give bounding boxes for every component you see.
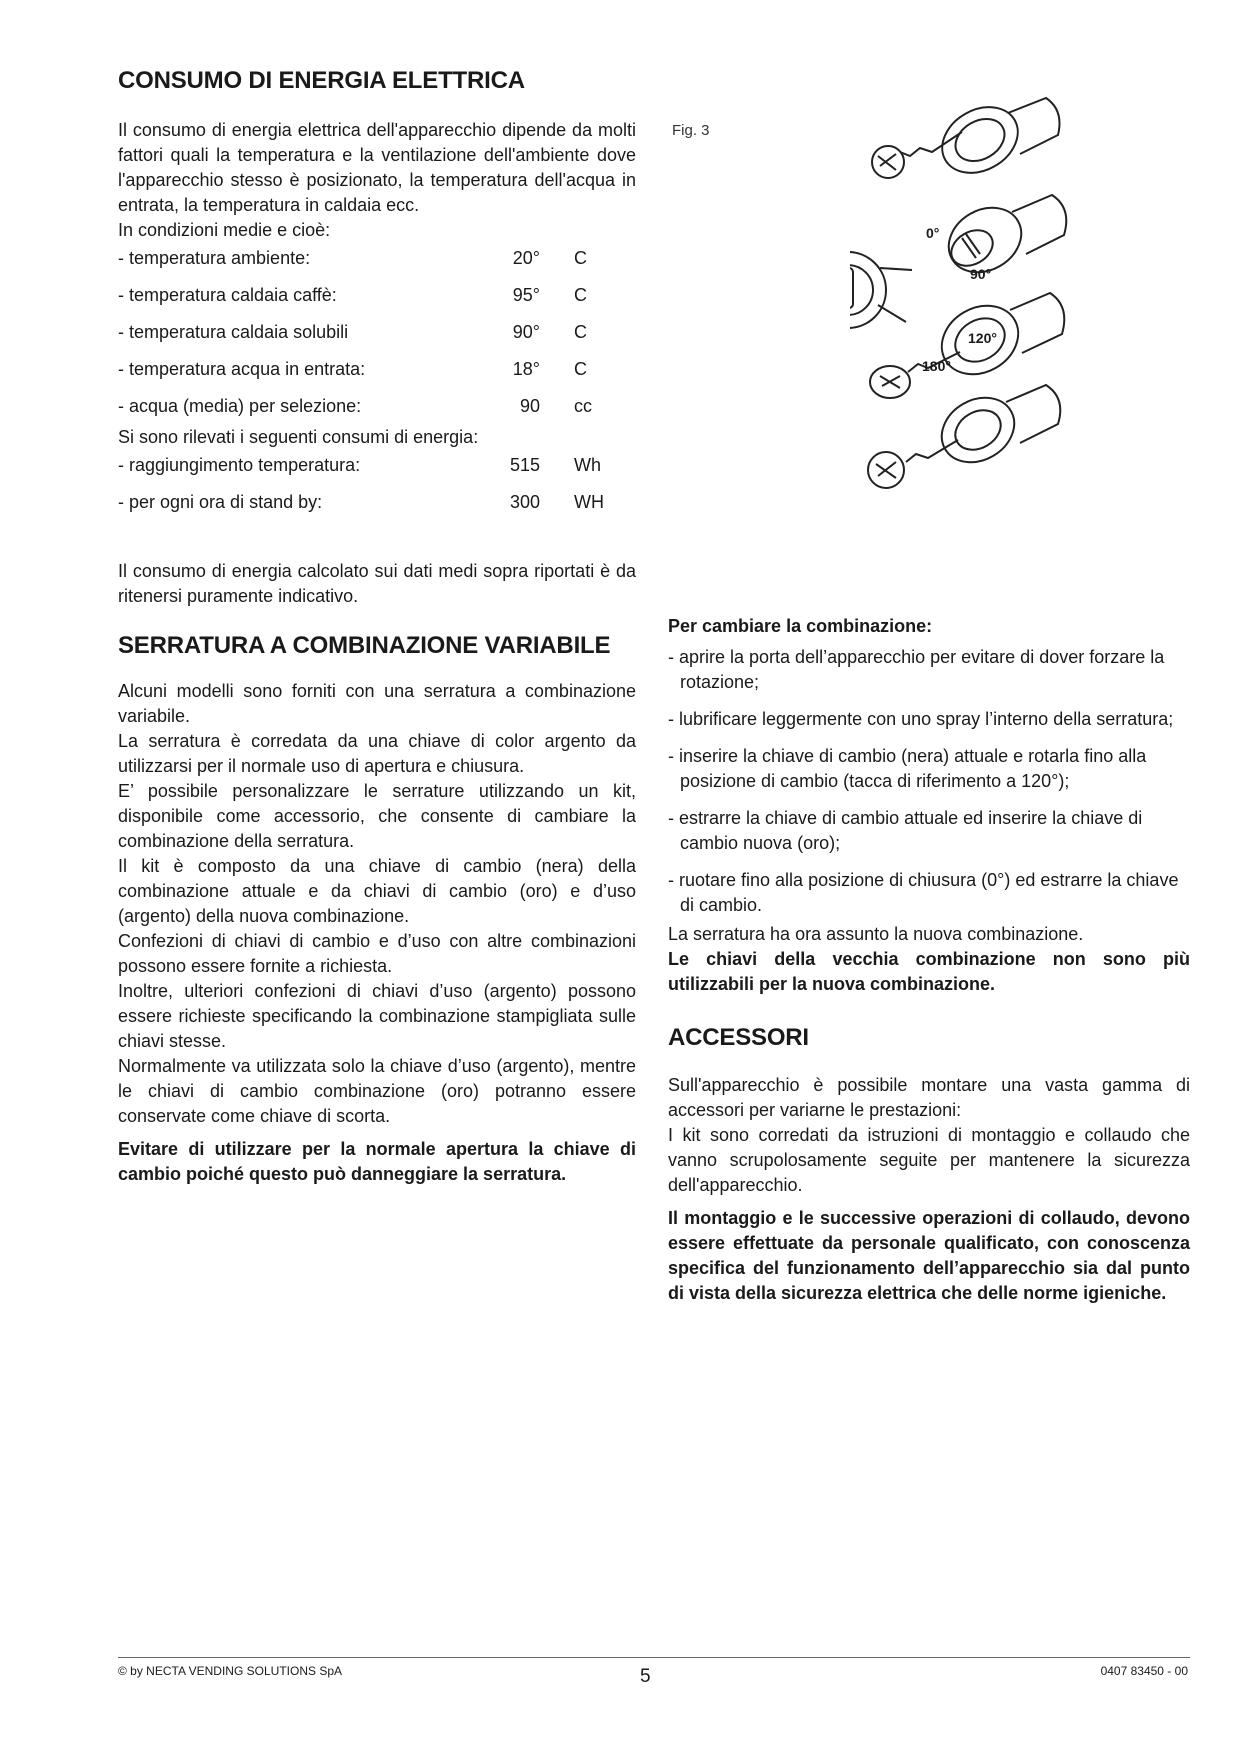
condition-label: - temperatura caldaia caffè: bbox=[118, 285, 337, 305]
lock-description bbox=[118, 679, 636, 1129]
list-item: - ruotare fino alla posizione di chiusura (0°) ed estrarre la chiave di cambio. bbox=[668, 870, 1179, 915]
list-item: - estrarre la chiave di cambio attuale ed inserire la chiave di cambio nuova (oro); bbox=[668, 808, 1143, 853]
consumption-value: 515 bbox=[509, 455, 540, 475]
condition-row bbox=[118, 351, 636, 388]
accessories-paragraph: I kit sono corredati da istruzioni di montaggio e collaudo che vanno scrupolosamente seguite per mantenere la sicurezza dell'apparecchio. bbox=[668, 1125, 1190, 1195]
lock-paragraph: Il kit è composto da una chiave di cambio (nera) della combinazione attuale e da chiavi di cambio (oro) e d’uso (argento) della nuova combinazione. bbox=[118, 856, 636, 926]
right-column bbox=[668, 614, 1190, 1306]
accessories-description bbox=[668, 1073, 1190, 1198]
list-item: - aprire la porta dell’apparecchio per evitare di dover forzare la rotazione; bbox=[668, 647, 1165, 692]
lock-cylinder-2 bbox=[937, 195, 1066, 285]
document-code: 0407 83450 - 00 bbox=[1100, 1664, 1188, 1678]
footer-copyright: © by NECTA VENDING SOLUTIONS SpA bbox=[118, 1664, 343, 1678]
lock-keys-illustration bbox=[850, 90, 1180, 540]
condition-unit: C bbox=[574, 359, 587, 379]
condition-unit: C bbox=[574, 285, 587, 305]
angle-label-90: 90° bbox=[970, 266, 992, 282]
condition-value: 20° bbox=[512, 248, 540, 268]
condition-label: - temperatura acqua in entrata: bbox=[118, 359, 366, 379]
consumption-row bbox=[118, 484, 636, 521]
combination-warning: Le chiavi della vecchia combinazione non sono più utilizzabili per la nuova combinazione. bbox=[668, 949, 1190, 994]
energy-intro: Il consumo di energia elettrica dell'apparecchio dipende da molti fattori quali la temperatura e la ventilazione dell'ambiente dove l'apparecchio stesso è posizionato, la temperatura dell'acqua in entrata, la temperatura in caldaia ecc. bbox=[118, 120, 636, 215]
condition-value: 90 bbox=[519, 396, 540, 416]
footer-divider bbox=[118, 1657, 1190, 1658]
lock-warning: Evitare di utilizzare per la normale apertura la chiave di cambio poiché questo può danneggiare la serratura. bbox=[118, 1139, 636, 1184]
condition-unit: C bbox=[574, 248, 587, 268]
list-item: - lubrificare leggermente con uno spray l’interno della serratura; bbox=[668, 709, 1174, 729]
condition-row bbox=[118, 277, 636, 314]
energy-consumption-title: CONSUMO DI ENERGIA ELETTRICA bbox=[118, 67, 525, 94]
combination-subtitle: Per cambiare la combinazione: bbox=[668, 616, 933, 636]
lock-paragraph: E’ possibile personalizzare le serrature utilizzando un kit, disponibile come accessorio, che consente di cambiare la combinazione della serratura. bbox=[118, 781, 636, 851]
consumption-value: 300 bbox=[509, 492, 540, 512]
condition-value: 90° bbox=[512, 322, 540, 342]
lock-figure bbox=[850, 90, 1180, 540]
consumption-item-label: - raggiungimento temperatura: bbox=[118, 455, 361, 475]
consumption-table bbox=[118, 447, 636, 521]
combination-steps bbox=[668, 645, 1190, 918]
energy-note: Il consumo di energia calcolato sui dati medi sopra riportati è da ritenersi puramente indicativo. bbox=[118, 561, 636, 606]
lock-section-title: SERRATURA A COMBINAZIONE VARIABILE bbox=[118, 632, 611, 659]
lock-paragraph: Inoltre, ulteriori confezioni di chiavi d’uso (argento) possono essere richieste specificando la combinazione stampigliata sulle chiavi stesse. bbox=[118, 981, 636, 1051]
conditions-label: In condizioni medie e cioè: bbox=[118, 220, 331, 240]
lock-paragraph: Confezioni di chiavi di cambio e d’uso con altre combinazioni possono essere fornite a richiesta. bbox=[118, 931, 636, 976]
left-column bbox=[118, 66, 636, 1187]
combination-result: La serratura ha ora assunto la nuova combinazione. bbox=[668, 924, 1084, 944]
consumption-unit: Wh bbox=[574, 455, 601, 475]
consumption-item-label: - per ogni ora di stand by: bbox=[118, 492, 323, 512]
consumption-label: Si sono rilevati i seguenti consumi di energia: bbox=[118, 427, 479, 447]
condition-label: - temperatura ambiente: bbox=[118, 248, 311, 268]
page-number: 5 bbox=[640, 1666, 651, 1687]
figure-label: Fig. 3 bbox=[672, 122, 710, 139]
condition-unit: C bbox=[574, 322, 587, 342]
condition-value: 18° bbox=[512, 359, 540, 379]
condition-row bbox=[118, 388, 636, 425]
condition-row bbox=[118, 240, 636, 277]
conditions-table bbox=[118, 240, 636, 425]
lock-paragraph: Normalmente va utilizzata solo la chiave d’uso (argento), mentre le chiavi di cambio combinazione (oro) potranno essere conservate come chiave di scorta. bbox=[118, 1056, 636, 1126]
lock-paragraph: La serratura è corredata da una chiave di color argento da utilizzarsi per il normale uso di apertura e chiusura. bbox=[118, 731, 636, 776]
angle-dial bbox=[850, 238, 912, 342]
accessories-title: ACCESSORI bbox=[668, 1024, 809, 1051]
accessories-warning: Il montaggio e le successive operazioni di collaudo, devono essere effettuate da personale qualificato, con conoscenza specifica del funzionamento dell’apparecchio sia dal punto di vista della sicurezza elettrica che delle norme igieniche. bbox=[668, 1208, 1190, 1303]
condition-label: - temperatura caldaia solubili bbox=[118, 322, 349, 342]
list-item: - inserire la chiave di cambio (nera) attuale e rotarla fino alla posizione di cambio (tacca di riferimento a 120°); bbox=[668, 746, 1147, 791]
condition-label: - acqua (media) per selezione: bbox=[118, 396, 362, 416]
angle-label-120: 120° bbox=[968, 330, 997, 346]
condition-row bbox=[118, 314, 636, 351]
condition-unit: cc bbox=[574, 396, 592, 416]
lock-cylinder-4 bbox=[868, 385, 1060, 488]
angle-label-180: 180° bbox=[922, 358, 951, 374]
condition-value: 95° bbox=[512, 285, 540, 305]
lock-paragraph: Alcuni modelli sono forniti con una serratura a combinazione variabile. bbox=[118, 681, 636, 726]
consumption-row bbox=[118, 447, 636, 484]
accessories-paragraph: Sull'apparecchio è possibile montare una vasta gamma di accessori per variarne le prestazioni: bbox=[668, 1075, 1190, 1120]
consumption-unit: WH bbox=[574, 492, 604, 512]
lock-cylinder-1 bbox=[872, 94, 1060, 186]
angle-label-0: 0° bbox=[926, 225, 940, 241]
